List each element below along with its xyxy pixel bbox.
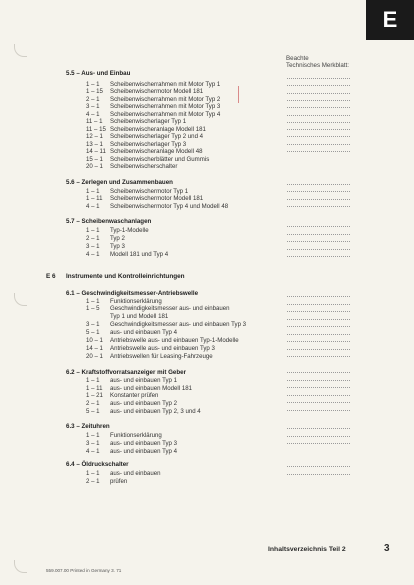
section-heading: 5.6 – Zerlegen und Zusammenbauen bbox=[66, 179, 173, 186]
list-item bbox=[86, 251, 168, 258]
list-item bbox=[86, 227, 149, 234]
item-text: aus- und einbauen Typ 1 bbox=[110, 377, 177, 384]
ruled-line bbox=[287, 326, 350, 327]
chapter-title: Instrumente und Kontrolleinrichtungen bbox=[66, 273, 185, 280]
item-text: Scheibenwischerrahmen mit Motor Typ 2 bbox=[110, 96, 221, 103]
list-item bbox=[86, 163, 177, 170]
ruled-line bbox=[287, 474, 350, 475]
section-heading: 5.7 – Scheibenwaschanlagen bbox=[66, 218, 152, 225]
ruled-line bbox=[287, 93, 350, 94]
ruled-line bbox=[287, 100, 350, 101]
item-text: aus- und einbauen Modell 181 bbox=[110, 385, 192, 392]
item-text: Scheibenwischeranlage Modell 48 bbox=[110, 148, 203, 155]
ruled-line bbox=[287, 443, 350, 444]
item-number: 5 – 1 bbox=[86, 408, 100, 415]
list-item bbox=[86, 448, 177, 455]
list-item bbox=[86, 400, 177, 407]
ruled-line bbox=[287, 226, 350, 227]
item-text: Antriebswelle aus- und einbauen Typ 3 bbox=[110, 345, 215, 352]
ruled-line bbox=[287, 304, 350, 305]
list-item bbox=[86, 329, 177, 336]
item-number: 11 – 1 bbox=[86, 118, 103, 125]
item-number: 3 – 1 bbox=[86, 321, 100, 328]
item-number: 1 – 11 bbox=[86, 385, 103, 392]
item-text: Antriebswelle aus- und einbauen Typ-1-Modelle bbox=[110, 337, 239, 344]
item-number: 3 – 1 bbox=[86, 243, 100, 250]
ruled-line bbox=[287, 436, 350, 437]
ruled-line bbox=[287, 122, 350, 123]
item-number: 1 – 1 bbox=[86, 470, 100, 477]
item-text: Scheibenwischerlager Typ 1 bbox=[110, 118, 187, 125]
item-text: aus- und einbauen Typ 2 bbox=[110, 400, 177, 407]
item-number: 1 – 11 bbox=[86, 195, 103, 202]
item-number: 2 – 1 bbox=[86, 96, 100, 103]
list-item bbox=[86, 103, 220, 110]
item-number: 14 – 1 bbox=[86, 345, 103, 352]
list-item bbox=[86, 111, 220, 118]
section-heading: 5.5 – Aus- und Einbau bbox=[66, 70, 131, 77]
item-text: Scheibenwischeranlage Modell 181 bbox=[110, 126, 206, 133]
chapter-tab-e: E bbox=[366, 0, 414, 40]
ruled-line bbox=[287, 249, 350, 250]
print-note: 559.007.00 Printed in Germany 3. 71 bbox=[46, 568, 122, 573]
section-heading: 6.4 – Öldruckschalter bbox=[66, 461, 129, 468]
ruled-line bbox=[287, 199, 350, 200]
item-text: aus- und einbauen Typ 2, 3 und 4 bbox=[110, 408, 201, 415]
item-number: 5 – 1 bbox=[86, 329, 100, 336]
item-number: 1 – 1 bbox=[86, 188, 100, 195]
item-text: aus- und einbauen Typ 3 bbox=[110, 440, 177, 447]
ruled-line bbox=[287, 372, 350, 373]
item-number: 3 – 1 bbox=[86, 103, 100, 110]
ruled-line bbox=[287, 428, 350, 429]
ruled-line bbox=[287, 341, 350, 342]
item-number: 1 – 1 bbox=[86, 432, 100, 439]
item-number: 4 – 1 bbox=[86, 111, 100, 118]
note-line-1: Beachte bbox=[286, 55, 309, 62]
item-number: 4 – 1 bbox=[86, 203, 100, 210]
item-text: Funktionserklärung bbox=[110, 432, 162, 439]
list-item bbox=[86, 88, 203, 95]
item-text: Typ-1-Modelle bbox=[110, 227, 149, 234]
note-heading bbox=[286, 55, 349, 69]
item-number: 12 – 1 bbox=[86, 133, 103, 140]
list-item bbox=[86, 133, 203, 140]
ruled-line bbox=[287, 184, 350, 185]
ruled-line bbox=[287, 387, 350, 388]
punch-hole-mark bbox=[14, 44, 27, 57]
ruled-line bbox=[287, 256, 350, 257]
list-item bbox=[86, 156, 209, 163]
list-item bbox=[86, 440, 177, 447]
ruled-line bbox=[287, 107, 350, 108]
item-number: 4 – 1 bbox=[86, 448, 100, 455]
item-text: aus- und einbauen Typ 4 bbox=[110, 448, 177, 455]
item-text: Scheibenwischerrahmen mit Motor Typ 1 bbox=[110, 81, 221, 88]
ruled-line bbox=[287, 136, 350, 137]
note-line-2: Technisches Merkblatt: bbox=[286, 62, 349, 69]
item-number: 15 – 1 bbox=[86, 156, 103, 163]
page-number: 3 bbox=[384, 543, 390, 554]
list-item bbox=[86, 470, 161, 477]
item-number: 1 – 1 bbox=[86, 227, 100, 234]
item-number: 2 – 1 bbox=[86, 235, 100, 242]
list-item bbox=[86, 321, 246, 328]
ruled-line bbox=[287, 311, 350, 312]
ruled-line bbox=[287, 85, 350, 86]
item-text: Geschwindigkeitsmesser aus- und einbauen bbox=[110, 305, 230, 312]
item-text: Konstanter prüfen bbox=[110, 392, 159, 399]
item-number: 1 – 1 bbox=[86, 298, 100, 305]
list-item bbox=[86, 195, 203, 202]
list-item bbox=[86, 141, 186, 148]
list-item bbox=[86, 188, 188, 195]
punch-hole-mark bbox=[14, 560, 27, 573]
chapter-label: E 6 bbox=[46, 273, 56, 280]
item-text: Scheibenwischerlager Typ 3 bbox=[110, 141, 187, 148]
item-text: Scheibenwischerschalter bbox=[110, 163, 178, 170]
list-item bbox=[86, 235, 125, 242]
list-item bbox=[86, 118, 186, 125]
ruled-line bbox=[287, 296, 350, 297]
ruled-line bbox=[287, 395, 350, 396]
item-number: 2 – 1 bbox=[86, 478, 100, 485]
item-text: Scheibenwischermotor Modell 181 bbox=[110, 195, 204, 202]
item-text: Scheibenwischermotor Typ 4 und Modell 48 bbox=[110, 203, 229, 210]
ruled-line bbox=[287, 151, 350, 152]
punch-hole-mark bbox=[14, 293, 27, 306]
ruled-line bbox=[287, 380, 350, 381]
margin-mark bbox=[238, 86, 239, 103]
item-number: 4 – 1 bbox=[86, 251, 100, 258]
item-number: 1 – 1 bbox=[86, 377, 100, 384]
item-text: Antriebswellen für Leasing-Fahrzeuge bbox=[110, 353, 213, 360]
item-number: 1 – 5 bbox=[86, 305, 100, 312]
item-text: Geschwindigkeitsmesser aus- und einbauen Typ 3 bbox=[110, 321, 247, 328]
ruled-line bbox=[287, 356, 350, 357]
list-item bbox=[86, 478, 127, 485]
chapter-heading bbox=[46, 273, 185, 280]
item-number: 20 – 1 bbox=[86, 163, 103, 170]
list-item bbox=[86, 353, 213, 360]
list-item bbox=[86, 81, 220, 88]
item-text: Modell 181 und Typ 4 bbox=[110, 251, 169, 258]
list-item bbox=[86, 377, 177, 384]
ruled-line bbox=[287, 402, 350, 403]
ruled-line bbox=[287, 410, 350, 411]
list-item bbox=[86, 385, 192, 392]
list-item bbox=[86, 345, 215, 352]
item-text: Typ 3 bbox=[110, 243, 125, 250]
ruled-line bbox=[287, 334, 350, 335]
list-item bbox=[86, 298, 162, 305]
item-text: Scheibenwischermotor Modell 181 bbox=[110, 88, 204, 95]
list-item bbox=[86, 337, 239, 344]
item-text: prüfen bbox=[110, 478, 128, 485]
item-text: Scheibenwischerrahmen mit Motor Typ 4 bbox=[110, 111, 221, 118]
list-item bbox=[86, 313, 168, 320]
item-number: 20 – 1 bbox=[86, 353, 103, 360]
ruled-line bbox=[287, 115, 350, 116]
item-number: 13 – 1 bbox=[86, 141, 103, 148]
item-text: Typ 1 und Modell 181 bbox=[110, 313, 169, 320]
list-item bbox=[86, 392, 158, 399]
ruled-line bbox=[287, 466, 350, 467]
item-number: 10 – 1 bbox=[86, 337, 103, 344]
list-item bbox=[86, 243, 125, 250]
footer-title: Inhaltsverzeichnis Teil 2 bbox=[268, 546, 346, 553]
list-item bbox=[86, 305, 230, 312]
item-text: aus- und einbauen bbox=[110, 470, 161, 477]
ruled-line bbox=[287, 144, 350, 145]
ruled-line bbox=[287, 241, 350, 242]
item-number: 1 – 15 bbox=[86, 88, 103, 95]
list-item bbox=[86, 148, 202, 155]
item-text: aus- und einbauen Typ 4 bbox=[110, 329, 177, 336]
item-text: Scheibenwischerblätter und Gummis bbox=[110, 156, 210, 163]
item-number: 11 – 15 bbox=[86, 126, 106, 133]
item-text: Scheibenwischerrahmen mit Motor Typ 3 bbox=[110, 103, 221, 110]
ruled-line bbox=[287, 78, 350, 79]
item-text: Typ 2 bbox=[110, 235, 125, 242]
section-heading: 6.3 – Zeituhren bbox=[66, 423, 110, 430]
item-text: Scheibenwischerlager Typ 2 und 4 bbox=[110, 133, 204, 140]
item-number: 1 – 21 bbox=[86, 392, 103, 399]
item-number: 14 – 11 bbox=[86, 148, 106, 155]
ruled-line bbox=[287, 129, 350, 130]
section-heading: 6.2 – Kraftstoffvorratsanzeiger mit Geber bbox=[66, 369, 187, 376]
item-number: 1 – 1 bbox=[86, 81, 100, 88]
list-item bbox=[86, 432, 162, 439]
ruled-line bbox=[287, 234, 350, 235]
ruled-line bbox=[287, 319, 350, 320]
list-item bbox=[86, 203, 228, 210]
section-heading: 6.1 – Geschwindigkeitsmesser-Antriebswelle bbox=[66, 290, 199, 297]
item-number: 2 – 1 bbox=[86, 400, 100, 407]
list-item bbox=[86, 96, 220, 103]
list-item bbox=[86, 408, 201, 415]
item-number: 3 – 1 bbox=[86, 440, 100, 447]
item-text: Scheibenwischermotor Typ 1 bbox=[110, 188, 189, 195]
ruled-line bbox=[287, 206, 350, 207]
ruled-line bbox=[287, 349, 350, 350]
ruled-line bbox=[287, 191, 350, 192]
item-text: Funktionserklärung bbox=[110, 298, 162, 305]
list-item bbox=[86, 126, 206, 133]
